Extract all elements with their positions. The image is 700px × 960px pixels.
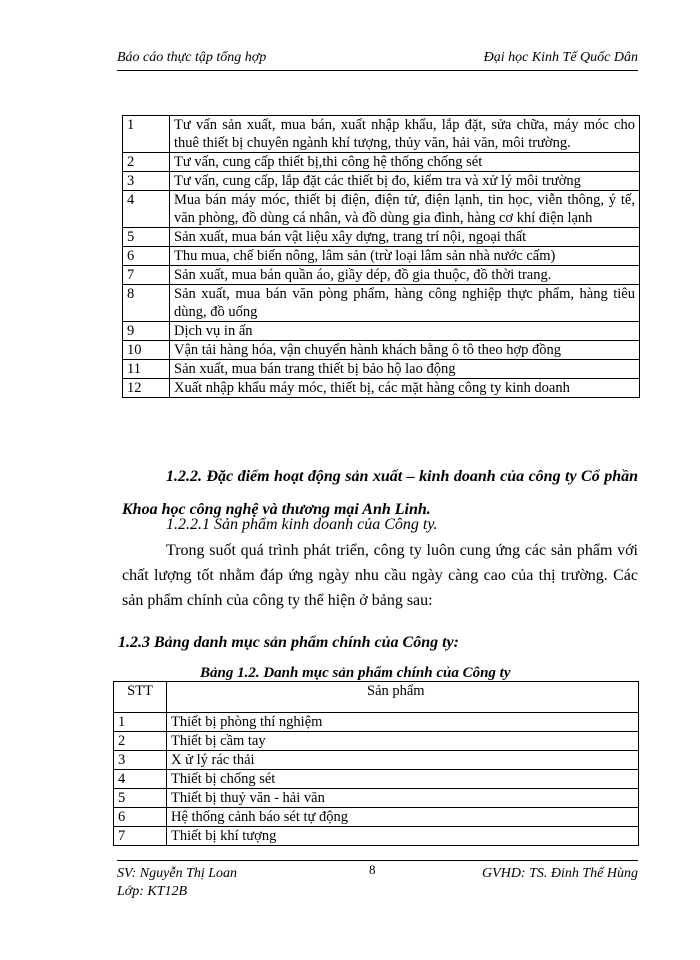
row-number: 10: [123, 341, 170, 360]
table-header-row: [114, 682, 639, 713]
product-number: 3: [114, 751, 167, 770]
row-number: 6: [123, 247, 170, 266]
header-left-title: Báo cáo thực tập tổng hợp: [117, 50, 267, 65]
product-name: Thiết bị khí tượng: [167, 827, 639, 846]
row-description: Mua bán máy móc, thiết bị điện, điện tử, điện lạnh, tin học, viễn thông, ý tế, văn phòng, đồ dùng cá nhân, và đồ dùng gia đình, hàng cơ khí điện lạnh: [170, 191, 640, 228]
row-number: 1: [123, 116, 170, 153]
footer-student: SV: Nguyễn Thị Loan: [117, 866, 238, 881]
table-caption: Bảng 1.2. Danh mục sản phẩm chính của Công ty: [200, 665, 511, 681]
section-heading-1-2-2-1: 1.2.2.1 Sản phẩm kinh doanh của Công ty.: [166, 516, 438, 533]
table-row: [114, 789, 639, 808]
table-row: [123, 322, 640, 341]
product-number: 5: [114, 789, 167, 808]
body-paragraph: Trong suốt quá trình phát triển, công ty luôn cung ứng các sản phẩm với chất lượng tốt nhằm đáp ứng ngày nhu cầu ngày càng cao của thị trường. Các sản phẩm chính của công ty thể hiện ở bảng sau:: [122, 542, 638, 609]
table-row: [123, 360, 640, 379]
product-name: X ử lý rác thải: [167, 751, 639, 770]
table-row: [114, 732, 639, 751]
row-description: Thu mua, chế biến nông, lâm sản (trừ loại lâm sản nhà nước cấm): [170, 247, 640, 266]
row-number: 2: [123, 153, 170, 172]
table-row: [123, 116, 640, 153]
footer-class: Lớp: KT12B: [117, 884, 188, 899]
table-row: [114, 751, 639, 770]
products-table: [113, 681, 639, 846]
row-number: 8: [123, 285, 170, 322]
page-number: 8: [369, 862, 376, 877]
table-row: [123, 191, 640, 228]
row-description: Xuất nhập khẩu máy móc, thiết bị, các mặt hàng công ty kinh doanh: [170, 379, 640, 398]
section-heading-1-2-3: 1.2.3 Bảng danh mục sản phẩm chính của Công ty:: [118, 634, 459, 651]
row-number: 3: [123, 172, 170, 191]
table-row: [123, 172, 640, 191]
row-number: 7: [123, 266, 170, 285]
row-description: Tư vấn sản xuất, mua bán, xuất nhập khẩu, lắp đặt, sửa chữa, máy móc cho thuê thiết bị chuyên ngành khí tượng, thủy văn, hải văn, môi trường.: [170, 116, 640, 153]
product-name: Thiết bị thuỷ văn - hải văn: [167, 789, 639, 808]
table-row: [114, 808, 639, 827]
product-name: Hệ thống cảnh báo sét tự động: [167, 808, 639, 827]
product-number: 2: [114, 732, 167, 751]
row-number: 4: [123, 191, 170, 228]
table-row: [123, 379, 640, 398]
row-number: 9: [123, 322, 170, 341]
table-row: [123, 285, 640, 322]
table-row: [114, 713, 639, 732]
row-number: 12: [123, 379, 170, 398]
table-row: [114, 827, 639, 846]
header-stt: STT: [114, 682, 167, 713]
section-heading-1-2-2: 1.2.2. Đặc điểm hoạt động sản xuất – kinh doanh của công ty Cổ phần Khoa học công nghệ và thương mại Anh Linh.: [122, 468, 638, 518]
row-description: Dịch vụ in ấn: [170, 322, 640, 341]
row-description: Sản xuất, mua bán quần áo, giầy dép, đồ gia thuộc, đồ thời trang.: [170, 266, 640, 285]
row-number: 5: [123, 228, 170, 247]
table-row: [123, 266, 640, 285]
product-number: 7: [114, 827, 167, 846]
table-row: [123, 341, 640, 360]
row-description: Sản xuất, mua bán trang thiết bị bảo hộ lao động: [170, 360, 640, 379]
product-name: Thiết bị chống sét: [167, 770, 639, 789]
business-lines-table: [122, 115, 640, 398]
product-name: Thiết bị phòng thí nghiệm: [167, 713, 639, 732]
product-number: 1: [114, 713, 167, 732]
page-footer: [117, 860, 638, 899]
footer-advisor: GVHD: TS. Đinh Thế Hùng: [482, 866, 638, 881]
row-description: Vận tải hàng hóa, vận chuyển hành khách bằng ô tô theo hợp đồng: [170, 341, 640, 360]
product-number: 4: [114, 770, 167, 789]
row-description: Tư vấn, cung cấp thiết bị,thi công hệ thống chống sét: [170, 153, 640, 172]
header-right-title: Đại học Kinh Tế Quốc Dân: [483, 50, 638, 65]
row-description: Sản xuất, mua bán văn pòng phẩm, hàng công nghiệp thực phẩm, hàng tiêu dùng, đồ uống: [170, 285, 640, 322]
header-product: Sản phẩm: [167, 682, 639, 713]
table-row: [123, 228, 640, 247]
row-number: 11: [123, 360, 170, 379]
table-row: [123, 153, 640, 172]
row-description: Sản xuất, mua bán vật liệu xây dựng, trang trí nội, ngoại thất: [170, 228, 640, 247]
product-name: Thiết bị cầm tay: [167, 732, 639, 751]
product-number: 6: [114, 808, 167, 827]
page-header: [117, 50, 638, 71]
table-row: [123, 247, 640, 266]
row-description: Tư vấn, cung cấp, lắp đặt các thiết bị đo, kiểm tra và xử lý môi trường: [170, 172, 640, 191]
table-row: [114, 770, 639, 789]
